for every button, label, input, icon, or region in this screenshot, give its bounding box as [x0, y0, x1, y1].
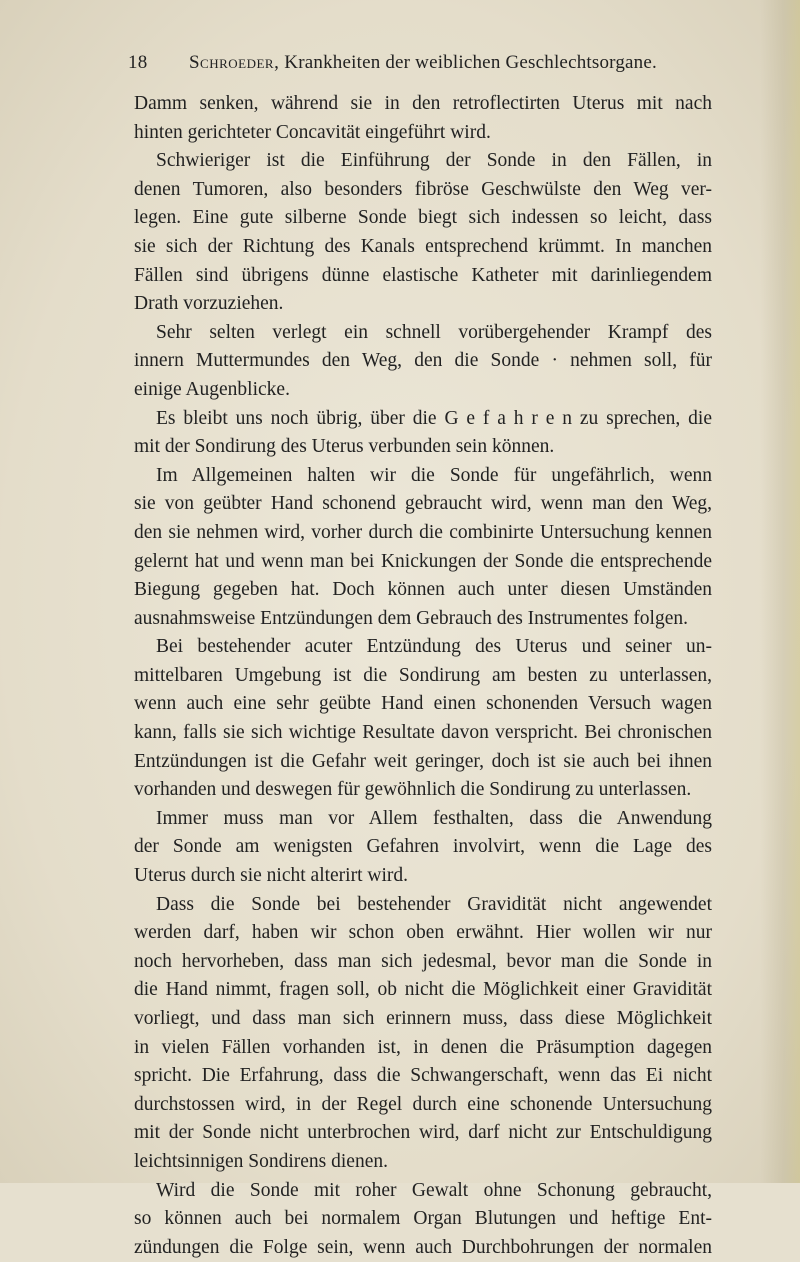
running-head-title: Krankheiten der weiblichen Geschlechtsorgane.: [284, 52, 657, 73]
text-line: innern Muttermundes den Weg, den die Sonde · nehmen soll, für: [134, 350, 712, 372]
text-line: mit der Sondirung des Uterus verbunden sein können.: [134, 436, 555, 458]
body-text: [134, 90, 712, 1262]
text-line: der Sonde am wenigsten Gefahren involvirt, wenn die Lage des: [134, 836, 712, 858]
text-line: Biegung gegeben hat. Doch können auch unter diesen Umständen: [134, 579, 712, 601]
text-line: Immer muss man vor Allem festhalten, dass die Anwendung: [156, 807, 712, 829]
text-line: hinten gerichteter Concavität eingeführt wird.: [134, 121, 491, 143]
text-line: leichtsinnigen Sondirens dienen.: [134, 1150, 388, 1172]
text-line: ausnahmsweise Entzündungen dem Gebrauch des Instrumentes folgen.: [134, 607, 688, 629]
text-line: Dass die Sonde bei bestehender Gravidität nicht angewendet: [156, 893, 712, 915]
text-line: noch hervorheben, dass man sich jedesmal, bevor man die Sonde in: [134, 950, 712, 972]
text-line: vorliegt, und dass man sich erinnern muss, dass diese Möglichkeit: [134, 1008, 712, 1029]
text-line: einige Augenblicke.: [134, 378, 290, 400]
running-head: [128, 52, 688, 74]
text-line: werden darf, haben wir schon oben erwähnt. Hier wollen wir nur: [134, 922, 712, 944]
text-line: mittelbaren Umgebung ist die Sondirung am besten zu unterlassen,: [134, 664, 712, 686]
text-line: Sehr selten verlegt ein schnell vorübergehender Krampf des: [156, 321, 712, 343]
text-line: durchstossen wird, in der Regel durch eine schonende Untersuchung: [134, 1093, 712, 1115]
text-line: sie von geübter Hand schonend gebraucht wird, wenn man den Weg,: [134, 493, 712, 515]
page-number: 18: [128, 52, 148, 73]
text-line: Fällen sind übrigens dünne elastische Katheter mit darinliegendem: [134, 264, 712, 286]
text-line: den sie nehmen wird, vorher durch die combinirte Untersuchung kennen: [134, 521, 712, 543]
text-line: Im Allgemeinen halten wir die Sonde für ungefährlich, wenn: [156, 464, 712, 486]
text-line: die Hand nimmt, fragen soll, ob nicht die Möglichkeit einer Gravidität: [134, 979, 712, 1001]
text-line: in vielen Fällen vorhanden ist, in denen die Präsumption dagegen: [134, 1036, 712, 1058]
text-line: vorhanden und deswegen für gewöhnlich die Sondirung zu unterlassen.: [134, 779, 692, 801]
running-head-author: Schroeder,: [188, 52, 280, 73]
text-line: sie sich der Richtung des Kanals entsprechend krümmt. In manchen: [134, 235, 712, 257]
text-line: so können auch bei normalem Organ Blutungen und heftige Ent-: [134, 1208, 712, 1230]
text-line: Entzündungen ist die Gefahr weit geringer, doch ist sie auch bei ihnen: [134, 750, 712, 772]
text-line: zündungen die Folge sein, wenn auch Durchbohrungen der normalen: [134, 1236, 712, 1258]
text-line: gelernt hat und wenn man bei Knickungen der Sonde die entsprechende: [134, 550, 712, 572]
text-line: Es bleibt uns noch übrig, über die G e f a h r e n zu sprechen, die: [156, 407, 712, 429]
text-line: Uterus durch sie nicht alterirt wird.: [134, 865, 408, 887]
text-line: denen Tumoren, also besonders fibröse Geschwülste den Weg ver-: [134, 178, 712, 200]
page-edge-shadow: [760, 0, 800, 1183]
text-line: spricht. Die Erfahrung, dass die Schwangerschaft, wenn das Ei nicht: [134, 1065, 712, 1087]
text-line: Drath vorzuziehen.: [134, 293, 284, 315]
text-line: Damm senken, während sie in den retroflectirten Uterus mit nach: [134, 93, 712, 114]
text-line: mit der Sonde nicht unterbrochen wird, darf nicht zur Entschuldigung: [134, 1122, 712, 1144]
text-line: Wird die Sonde mit roher Gewalt ohne Schonung gebraucht,: [156, 1179, 712, 1201]
text-line: wenn auch eine sehr geübte Hand einen schonenden Versuch wagen: [134, 693, 712, 715]
text-line: legen. Eine gute silberne Sonde biegt sich indessen so leicht, dass: [134, 207, 712, 229]
text-line: Bei bestehender acuter Entzündung des Uterus und seiner un-: [156, 636, 712, 658]
text-line: kann, falls sie sich wichtige Resultate davon verspricht. Bei chronischen: [134, 722, 712, 744]
text-line: Schwieriger ist die Einführung der Sonde in den Fällen, in: [156, 150, 712, 172]
